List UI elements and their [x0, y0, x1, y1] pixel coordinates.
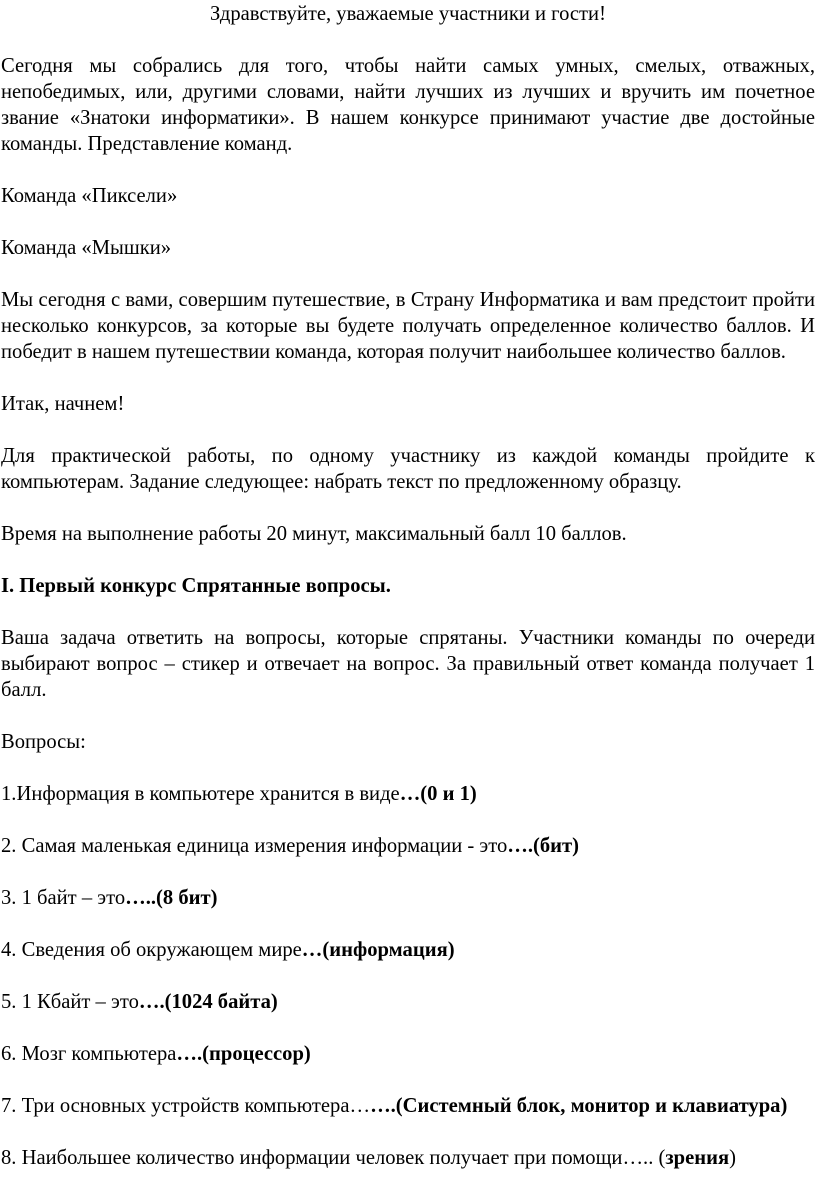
question-text: 1.Информация в компьютере хранится в виде — [1, 783, 400, 805]
journey-paragraph: Мы сегодня с вами, совершим путешествие, в Страну Информатика и вам предстоит пройти несколько конкурсов, за которые вы будете получать определенное количество баллов. И победит в нашем путешествии команда, которая получит наибольшее количество баллов. — [1, 289, 815, 363]
question-text: 6. Мозг компьютера — [1, 1043, 177, 1065]
question-answer: ….(процессор) — [176, 1043, 311, 1065]
question-answer: ….(1024 байта) — [138, 991, 278, 1013]
task-paragraph: Ваша задача ответить на вопросы, которые спрятаны. Участники команды по очереди выбирают вопрос – стикер и отвечает на вопрос. За правильный ответ команда получает 1 балл. — [1, 627, 815, 701]
document-page — [0, 1, 816, 1192]
time-note: Время на выполнение работы 20 минут, максимальный балл 10 баллов. — [1, 523, 627, 545]
question-text: 3. 1 байт – это — [1, 887, 126, 909]
question-1 — [1, 781, 815, 807]
questions-label: Вопросы: — [1, 731, 86, 753]
question-text: 4. Сведения об окружающем мире — [1, 939, 302, 961]
question-5 — [1, 989, 815, 1015]
question-text: 2. Самая маленькая единица измерения информации - это — [1, 835, 508, 857]
question-7 — [1, 1093, 815, 1119]
start-line: Итак, начнем! — [1, 393, 125, 415]
question-answer: зрения — [665, 1147, 730, 1169]
greeting: Здравствуйте, уважаемые участники и гости! — [210, 3, 606, 25]
question-text: 8. Наибольшее количество информации человек получает при помощи….. ( — [1, 1147, 666, 1169]
team-mice: Команда «Мышки» — [1, 237, 172, 259]
question-text: 5. 1 Кбайт – это — [1, 991, 139, 1013]
question-3 — [1, 885, 815, 911]
question-6 — [1, 1041, 815, 1067]
question-2 — [1, 833, 815, 859]
question-4 — [1, 937, 815, 963]
question-8 — [1, 1145, 815, 1171]
question-text: 7. Три основных устройств компьютера… — [1, 1095, 371, 1117]
question-answer: …(информация) — [301, 939, 455, 961]
contest-title-text: I. Первый конкурс Спрятанные вопросы. — [1, 575, 391, 597]
question-answer: …(0 и 1) — [399, 783, 477, 805]
team-pixels: Команда «Пиксели» — [1, 185, 178, 207]
practical-paragraph: Для практической работы, по одному участнику из каждой команды пройдите к компьютерам. Задание следующее: набрать текст по предложенному образцу. — [1, 445, 815, 493]
intro-paragraph: Сегодня мы собрались для того, чтобы найти самых умных, смелых, отважных, непобедимых, или, другими словами, найти лучших из лучших и вручить им почетное звание «Знатоки информатики». В нашем конкурсе принимают участие две достойные команды. Представление команд. — [1, 55, 815, 155]
question-answer: ….(Системный блок, монитор и клавиатура) — [370, 1095, 788, 1117]
question-answer: …..(8 бит) — [125, 887, 218, 909]
contest-title — [1, 573, 815, 599]
question-answer: ….(бит) — [507, 835, 580, 857]
question-tail: ) — [729, 1147, 736, 1169]
